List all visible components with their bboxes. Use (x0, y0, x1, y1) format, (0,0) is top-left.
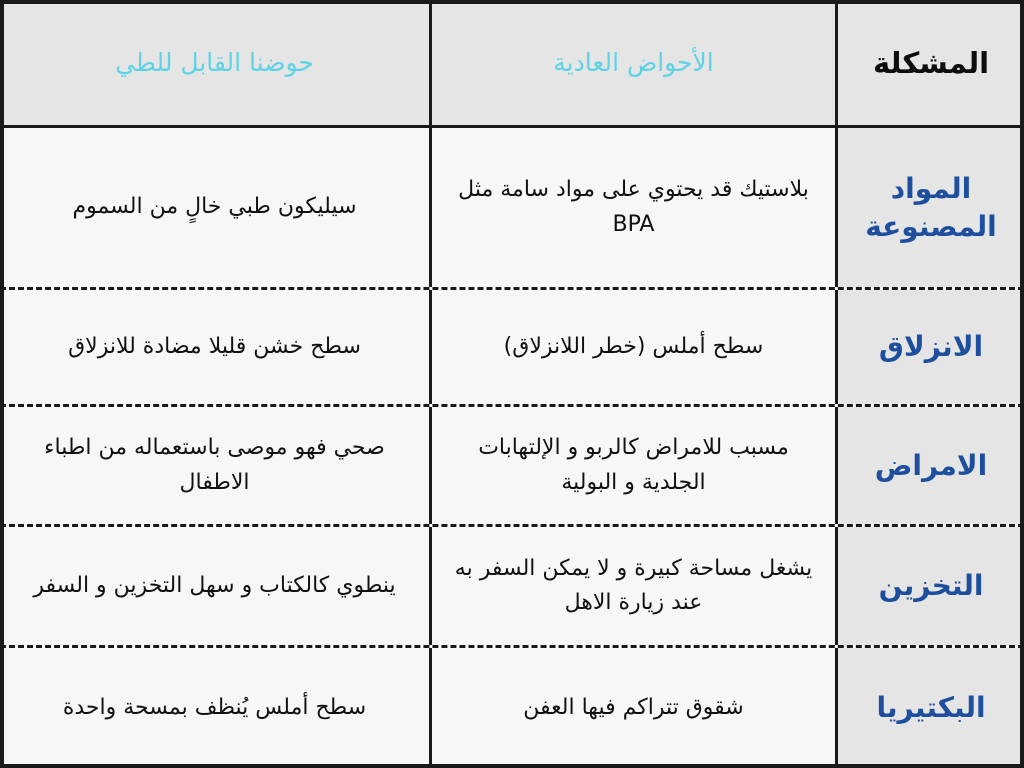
normal-text-bacteria: شقوق تتراكم فيها العفن (523, 694, 744, 720)
issue-label-storage: التخزين (878, 569, 984, 603)
table-row (0, 527, 1024, 648)
issue-cell (838, 290, 1024, 404)
ours-cell (0, 128, 429, 287)
issue-label-materials: المواد المصنوعة (865, 171, 997, 243)
ours-text-materials: سيليكون طبي خالٍ من السموم (72, 194, 357, 220)
ours-cell (0, 290, 429, 404)
issue-cell (838, 648, 1024, 768)
normal-cell (429, 648, 838, 768)
issue-label-diseases: الامراض (874, 448, 988, 482)
table-row (0, 128, 1024, 290)
issue-label-bacteria: البكتيريا (876, 691, 986, 725)
header-issue-label: المشكلة (872, 45, 990, 80)
header-cell-ours (0, 0, 429, 125)
table-row (0, 290, 1024, 407)
normal-text-storage: يشغل مساحة كبيرة و لا يمكن السفر به عند زيارة الاهل (454, 555, 813, 615)
table-header-row (0, 0, 1024, 128)
header-normal-label: الأحواض العادية (553, 48, 714, 77)
ours-cell (0, 648, 429, 768)
ours-text-bacteria: سطح أملس يُنظف بمسحة واحدة (62, 694, 367, 720)
normal-cell (429, 527, 838, 645)
issue-cell (838, 407, 1024, 524)
table-row (0, 407, 1024, 527)
normal-cell (429, 290, 838, 404)
ours-text-slipping: سطح خشن قليلا مضادة للانزلاق (68, 333, 361, 359)
normal-text-materials: بلاستيك قد يحتوي على مواد سامة مثل BPA (458, 177, 809, 237)
header-cell-normal (429, 0, 838, 125)
table-row (0, 648, 1024, 768)
issue-label-slipping: الانزلاق (878, 330, 984, 364)
ours-text-storage: ينطوي كالكتاب و سهل التخزين و السفر (33, 572, 396, 598)
normal-cell (429, 407, 838, 524)
header-cell-issue (838, 0, 1024, 125)
ours-text-diseases: صحي فهو موصى باستعماله من اطباء الاطفال (44, 435, 385, 495)
normal-text-diseases: مسبب للامراض كالربو و الإلتهابات الجلدية و البولية (478, 435, 789, 495)
header-ours-label: حوضنا القابل للطي (115, 48, 314, 77)
issue-cell (838, 128, 1024, 287)
ours-cell (0, 527, 429, 645)
ours-cell (0, 407, 429, 524)
normal-text-slipping: سطح أملس (خطر اللانزلاق) (503, 333, 764, 359)
normal-cell (429, 128, 838, 287)
issue-cell (838, 527, 1024, 645)
